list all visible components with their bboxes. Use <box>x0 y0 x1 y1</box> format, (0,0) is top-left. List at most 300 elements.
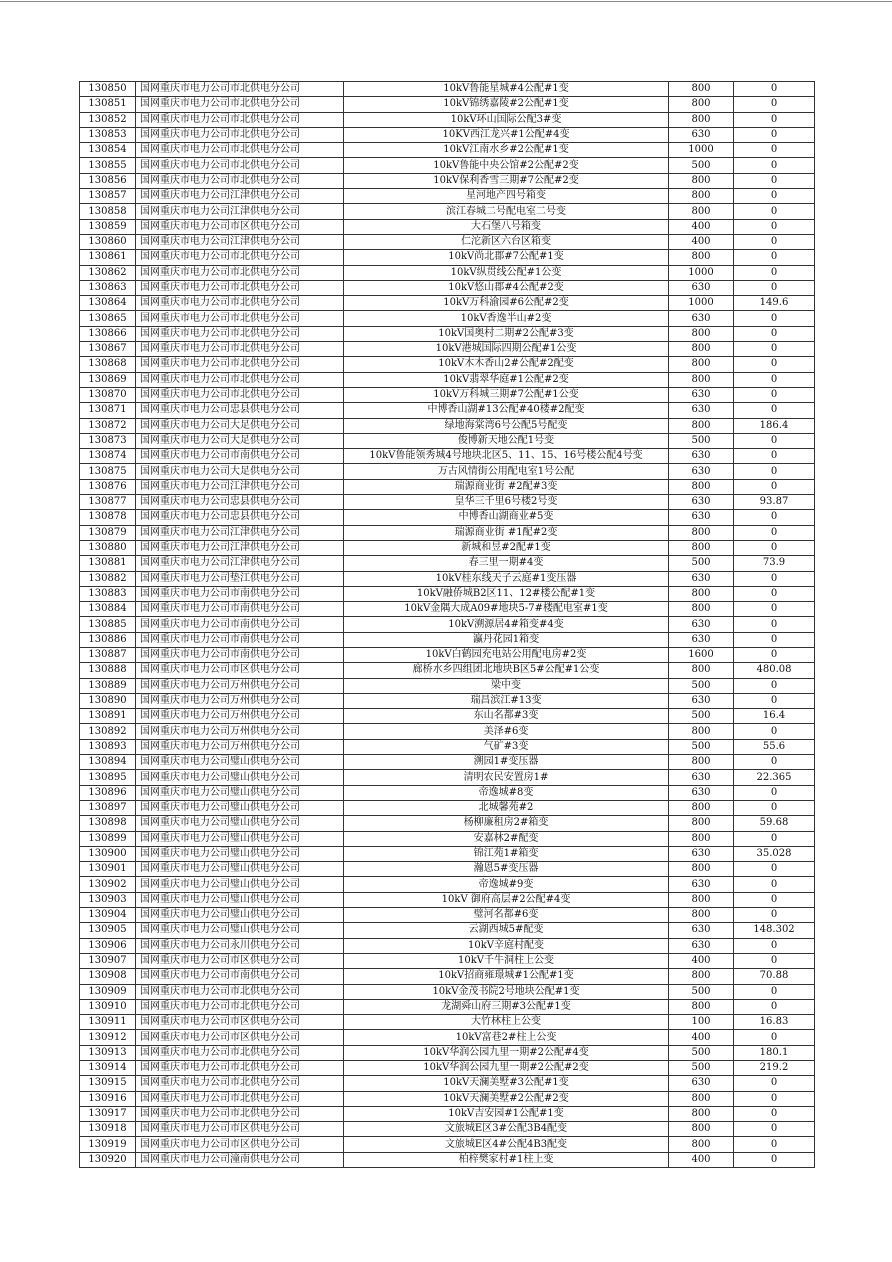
cell-station: 新城和昱#2配#1变 <box>344 540 669 555</box>
cell-station: 10kV江南水乡#2公配#1变 <box>344 143 669 158</box>
cell-id: 130900 <box>80 846 136 861</box>
cell-station: 龙湖舜山府三期#3公配#1变 <box>344 999 669 1014</box>
cell-value: 0 <box>734 862 815 877</box>
cell-station: 10kV天澜美墅#3公配#1变 <box>344 1076 669 1091</box>
cell-capacity: 1000 <box>669 265 734 280</box>
cell-capacity: 800 <box>669 892 734 907</box>
cell-capacity: 800 <box>669 525 734 540</box>
cell-capacity: 630 <box>669 449 734 464</box>
table-row <box>80 923 815 938</box>
cell-value: 0 <box>734 82 815 97</box>
table-row <box>80 1152 815 1167</box>
cell-value: 16.4 <box>734 709 815 724</box>
cell-company: 国网重庆市电力公司市区供电分公司 <box>136 953 344 968</box>
cell-capacity: 800 <box>669 250 734 265</box>
cell-id: 130911 <box>80 1015 136 1030</box>
cell-capacity: 400 <box>669 234 734 249</box>
cell-value: 0 <box>734 540 815 555</box>
cell-capacity: 630 <box>669 617 734 632</box>
cell-capacity: 630 <box>669 403 734 418</box>
cell-station: 10kV鲁能领秀城4号地块北区5、11、15、16号楼公配4号变 <box>344 449 669 464</box>
cell-station: 瑞昌滨江#13变 <box>344 693 669 708</box>
cell-capacity: 800 <box>669 1122 734 1137</box>
cell-capacity: 630 <box>669 846 734 861</box>
table-row <box>80 556 815 571</box>
cell-id: 130867 <box>80 342 136 357</box>
cell-value: 0 <box>734 204 815 219</box>
cell-capacity: 800 <box>669 831 734 846</box>
cell-id: 130855 <box>80 158 136 173</box>
cell-value: 0 <box>734 326 815 341</box>
cell-station: 10kV悠山郡#4公配#2变 <box>344 280 669 295</box>
cell-id: 130883 <box>80 586 136 601</box>
table-row <box>80 158 815 173</box>
cell-value: 0 <box>734 1030 815 1045</box>
table-row <box>80 265 815 280</box>
cell-station: 10kV万科渝园#6公配#2变 <box>344 296 669 311</box>
cell-company: 国网重庆市电力公司江津供电分公司 <box>136 204 344 219</box>
table-row <box>80 219 815 234</box>
cell-station: 璧河名都#6变 <box>344 908 669 923</box>
cell-value: 0 <box>734 1122 815 1137</box>
cell-capacity: 630 <box>669 510 734 525</box>
cell-value: 149.6 <box>734 296 815 311</box>
cell-id: 130913 <box>80 1045 136 1060</box>
cell-station: 瀚恩5#变压器 <box>344 862 669 877</box>
cell-company: 国网重庆市电力公司忠县供电分公司 <box>136 403 344 418</box>
cell-id: 130907 <box>80 953 136 968</box>
cell-id: 130876 <box>80 479 136 494</box>
cell-station: 大竹林柱上公变 <box>344 1015 669 1030</box>
cell-value: 22.365 <box>734 770 815 785</box>
page-top-rule <box>0 1 892 2</box>
cell-company: 国网重庆市电力公司市区供电分公司 <box>136 1015 344 1030</box>
transformer-table <box>79 81 815 1168</box>
cell-company: 国网重庆市电力公司万州供电分公司 <box>136 709 344 724</box>
cell-capacity: 630 <box>669 632 734 647</box>
cell-company: 国网重庆市电力公司市北供电分公司 <box>136 143 344 158</box>
cell-value: 0 <box>734 265 815 280</box>
cell-capacity: 800 <box>669 418 734 433</box>
cell-station: 10kV翡翠华庭#1公配#2变 <box>344 372 669 387</box>
table-row <box>80 969 815 984</box>
cell-station: 10kV招商雍璟城#1公配#1变 <box>344 969 669 984</box>
cell-company: 国网重庆市电力公司市北供电分公司 <box>136 372 344 387</box>
table-row <box>80 785 815 800</box>
cell-value: 0 <box>734 158 815 173</box>
cell-company: 国网重庆市电力公司璧山供电分公司 <box>136 923 344 938</box>
cell-capacity: 630 <box>669 311 734 326</box>
table-row <box>80 632 815 647</box>
cell-id: 130908 <box>80 969 136 984</box>
table-row <box>80 678 815 693</box>
cell-company: 国网重庆市电力公司万州供电分公司 <box>136 724 344 739</box>
cell-capacity: 800 <box>669 969 734 984</box>
cell-company: 国网重庆市电力公司永川供电分公司 <box>136 938 344 953</box>
cell-value: 0 <box>734 127 815 142</box>
table-row <box>80 816 815 831</box>
cell-capacity: 800 <box>669 602 734 617</box>
table-row <box>80 984 815 999</box>
cell-id: 130873 <box>80 433 136 448</box>
table-row <box>80 586 815 601</box>
table-row <box>80 449 815 464</box>
cell-value: 0 <box>734 632 815 647</box>
cell-id: 130859 <box>80 219 136 234</box>
cell-id: 130889 <box>80 678 136 693</box>
cell-id: 130920 <box>80 1152 136 1167</box>
cell-id: 130886 <box>80 632 136 647</box>
cell-company: 国网重庆市电力公司市北供电分公司 <box>136 296 344 311</box>
cell-id: 130897 <box>80 800 136 815</box>
cell-station: 10kV国奥村二期#2公配#3变 <box>344 326 669 341</box>
cell-station: 瑞源商业街 #1配#2变 <box>344 525 669 540</box>
table-row <box>80 770 815 785</box>
table-row <box>80 234 815 249</box>
cell-id: 130860 <box>80 234 136 249</box>
table-row <box>80 97 815 112</box>
cell-company: 国网重庆市电力公司市区供电分公司 <box>136 1122 344 1137</box>
table-row <box>80 1106 815 1121</box>
cell-value: 0 <box>734 785 815 800</box>
cell-value: 0 <box>734 831 815 846</box>
cell-company: 国网重庆市电力公司市南供电分公司 <box>136 632 344 647</box>
cell-station: 星河地产四号箱变 <box>344 189 669 204</box>
cell-value: 0 <box>734 342 815 357</box>
cell-company: 国网重庆市电力公司市北供电分公司 <box>136 82 344 97</box>
cell-value: 219.2 <box>734 1061 815 1076</box>
cell-id: 130850 <box>80 82 136 97</box>
cell-id: 130895 <box>80 770 136 785</box>
cell-capacity: 500 <box>669 1045 734 1060</box>
table-row <box>80 464 815 479</box>
cell-capacity: 630 <box>669 877 734 892</box>
table-row <box>80 479 815 494</box>
cell-station: 文旅城E区4#公配4B3配变 <box>344 1137 669 1152</box>
cell-value: 0 <box>734 1091 815 1106</box>
table-row <box>80 342 815 357</box>
table-row <box>80 326 815 341</box>
cell-company: 国网重庆市电力公司市北供电分公司 <box>136 280 344 295</box>
cell-value: 0 <box>734 1137 815 1152</box>
cell-station: 10kV吉安园#1公配#1变 <box>344 1106 669 1121</box>
cell-value: 0 <box>734 800 815 815</box>
table-row <box>80 892 815 907</box>
cell-value: 55.6 <box>734 739 815 754</box>
cell-id: 130865 <box>80 311 136 326</box>
cell-company: 国网重庆市电力公司江津供电分公司 <box>136 479 344 494</box>
cell-capacity: 800 <box>669 999 734 1014</box>
cell-id: 130861 <box>80 250 136 265</box>
cell-value: 0 <box>734 525 815 540</box>
cell-value: 35.028 <box>734 846 815 861</box>
cell-station: 溯园1#变压器 <box>344 755 669 770</box>
cell-station: 皇华三千里6号楼2号变 <box>344 495 669 510</box>
cell-id: 130872 <box>80 418 136 433</box>
cell-company: 国网重庆市电力公司市区供电分公司 <box>136 1137 344 1152</box>
cell-id: 130882 <box>80 571 136 586</box>
table-row <box>80 510 815 525</box>
cell-capacity: 630 <box>669 923 734 938</box>
cell-company: 国网重庆市电力公司江津供电分公司 <box>136 234 344 249</box>
table-row <box>80 280 815 295</box>
cell-capacity: 500 <box>669 678 734 693</box>
cell-company: 国网重庆市电力公司市北供电分公司 <box>136 265 344 280</box>
cell-station: 中博香山湖#13公配#40楼#2配变 <box>344 403 669 418</box>
table-row <box>80 433 815 448</box>
cell-id: 130904 <box>80 908 136 923</box>
cell-value: 0 <box>734 892 815 907</box>
cell-value: 0 <box>734 234 815 249</box>
cell-id: 130880 <box>80 540 136 555</box>
cell-company: 国网重庆市电力公司市北供电分公司 <box>136 326 344 341</box>
cell-capacity: 1000 <box>669 143 734 158</box>
cell-capacity: 630 <box>669 387 734 402</box>
cell-station: 滨江春城二号配电室二号变 <box>344 204 669 219</box>
cell-id: 130903 <box>80 892 136 907</box>
cell-id: 130915 <box>80 1076 136 1091</box>
cell-station: 廊桥水乡四组团北地块B区5#公配#1公变 <box>344 663 669 678</box>
cell-station: 梁中变 <box>344 678 669 693</box>
table-row <box>80 755 815 770</box>
cell-value: 0 <box>734 647 815 662</box>
cell-capacity: 800 <box>669 663 734 678</box>
table-row <box>80 1076 815 1091</box>
cell-id: 130887 <box>80 647 136 662</box>
table-row <box>80 724 815 739</box>
cell-id: 130852 <box>80 112 136 127</box>
cell-id: 130902 <box>80 877 136 892</box>
cell-company: 国网重庆市电力公司市南供电分公司 <box>136 617 344 632</box>
cell-capacity: 630 <box>669 464 734 479</box>
cell-company: 国网重庆市电力公司市北供电分公司 <box>136 1091 344 1106</box>
cell-id: 130875 <box>80 464 136 479</box>
cell-id: 130891 <box>80 709 136 724</box>
table-row <box>80 189 815 204</box>
cell-station: 绿地海棠湾6号公配5号配变 <box>344 418 669 433</box>
cell-company: 国网重庆市电力公司市北供电分公司 <box>136 1076 344 1091</box>
cell-value: 0 <box>734 571 815 586</box>
table-row <box>80 311 815 326</box>
cell-station: 瀛丹花园1箱变 <box>344 632 669 647</box>
cell-value: 0 <box>734 403 815 418</box>
cell-capacity: 630 <box>669 495 734 510</box>
table-row <box>80 1091 815 1106</box>
cell-value: 0 <box>734 755 815 770</box>
cell-value: 0 <box>734 311 815 326</box>
table-row <box>80 617 815 632</box>
cell-id: 130905 <box>80 923 136 938</box>
cell-capacity: 800 <box>669 586 734 601</box>
cell-id: 130881 <box>80 556 136 571</box>
cell-capacity: 400 <box>669 219 734 234</box>
cell-capacity: 500 <box>669 1061 734 1076</box>
cell-id: 130866 <box>80 326 136 341</box>
cell-capacity: 800 <box>669 800 734 815</box>
cell-id: 130851 <box>80 97 136 112</box>
cell-capacity: 800 <box>669 1091 734 1106</box>
cell-company: 国网重庆市电力公司市北供电分公司 <box>136 97 344 112</box>
cell-id: 130856 <box>80 173 136 188</box>
cell-id: 130858 <box>80 204 136 219</box>
cell-company: 国网重庆市电力公司忠县供电分公司 <box>136 510 344 525</box>
cell-id: 130918 <box>80 1122 136 1137</box>
cell-station: 东山名都#3变 <box>344 709 669 724</box>
cell-capacity: 500 <box>669 556 734 571</box>
table-row <box>80 1045 815 1060</box>
cell-value: 70.88 <box>734 969 815 984</box>
cell-capacity: 630 <box>669 1076 734 1091</box>
cell-value: 0 <box>734 999 815 1014</box>
table-row <box>80 938 815 953</box>
cell-value: 59.68 <box>734 816 815 831</box>
cell-value: 93.87 <box>734 495 815 510</box>
cell-value: 186.4 <box>734 418 815 433</box>
cell-value: 0 <box>734 586 815 601</box>
cell-station: 10kV千牛洞柱上公变 <box>344 953 669 968</box>
cell-id: 130890 <box>80 693 136 708</box>
cell-station: 10kV融侨城B2区11、12#楼公配#1变 <box>344 586 669 601</box>
cell-capacity: 630 <box>669 127 734 142</box>
table-row <box>80 173 815 188</box>
cell-capacity: 800 <box>669 189 734 204</box>
cell-capacity: 630 <box>669 693 734 708</box>
cell-station: 10kV桂东线天子云庭#1变压器 <box>344 571 669 586</box>
cell-capacity: 630 <box>669 785 734 800</box>
cell-id: 130870 <box>80 387 136 402</box>
cell-value: 0 <box>734 189 815 204</box>
table-row <box>80 82 815 97</box>
cell-id: 130871 <box>80 403 136 418</box>
cell-id: 130901 <box>80 862 136 877</box>
cell-station: 10kV辛庭村配变 <box>344 938 669 953</box>
cell-company: 国网重庆市电力公司万州供电分公司 <box>136 739 344 754</box>
cell-company: 国网重庆市电力公司垫江供电分公司 <box>136 571 344 586</box>
table-row <box>80 663 815 678</box>
table-row <box>80 1030 815 1045</box>
cell-id: 130885 <box>80 617 136 632</box>
table-row <box>80 999 815 1014</box>
cell-station: 大石堡八号箱变 <box>344 219 669 234</box>
cell-station: 10kV金茂书院2号地块公配#1变 <box>344 984 669 999</box>
cell-station: 俊博新天地公配1号变 <box>344 433 669 448</box>
cell-company: 国网重庆市电力公司万州供电分公司 <box>136 693 344 708</box>
cell-id: 130893 <box>80 739 136 754</box>
cell-capacity: 500 <box>669 158 734 173</box>
cell-id: 130869 <box>80 372 136 387</box>
cell-value: 0 <box>734 602 815 617</box>
cell-company: 国网重庆市电力公司市区供电分公司 <box>136 1030 344 1045</box>
cell-company: 国网重庆市电力公司璧山供电分公司 <box>136 800 344 815</box>
cell-station: 10kV白鹤园充电站公用配电房#2变 <box>344 647 669 662</box>
cell-capacity: 800 <box>669 1137 734 1152</box>
cell-capacity: 630 <box>669 770 734 785</box>
cell-capacity: 800 <box>669 342 734 357</box>
cell-id: 130884 <box>80 602 136 617</box>
table-row <box>80 647 815 662</box>
table-row <box>80 250 815 265</box>
cell-station: 清明农民安置房1# <box>344 770 669 785</box>
cell-station: 10kV天澜美墅#2公配#2变 <box>344 1091 669 1106</box>
cell-value: 16.83 <box>734 1015 815 1030</box>
cell-station: 10kV金隅大成A09#地块5-7#楼配电室#1变 <box>344 602 669 617</box>
table-row <box>80 296 815 311</box>
cell-company: 国网重庆市电力公司市北供电分公司 <box>136 250 344 265</box>
cell-id: 130910 <box>80 999 136 1014</box>
cell-station: 10KV西江龙兴#1公配#4变 <box>344 127 669 142</box>
cell-company: 国网重庆市电力公司市区供电分公司 <box>136 219 344 234</box>
cell-station: 10kV港城国际四期公配#1公变 <box>344 342 669 357</box>
cell-company: 国网重庆市电力公司江津供电分公司 <box>136 525 344 540</box>
table-row <box>80 831 815 846</box>
cell-station: 10kV溯源居4#箱变#4变 <box>344 617 669 632</box>
cell-value: 0 <box>734 1076 815 1091</box>
cell-value: 0 <box>734 938 815 953</box>
cell-station: 美泽#6变 <box>344 724 669 739</box>
cell-company: 国网重庆市电力公司璧山供电分公司 <box>136 831 344 846</box>
cell-value: 0 <box>734 464 815 479</box>
cell-capacity: 800 <box>669 173 734 188</box>
cell-id: 130864 <box>80 296 136 311</box>
table-row <box>80 862 815 877</box>
cell-company: 国网重庆市电力公司璧山供电分公司 <box>136 770 344 785</box>
cell-capacity: 800 <box>669 816 734 831</box>
cell-id: 130916 <box>80 1091 136 1106</box>
cell-value: 0 <box>734 112 815 127</box>
cell-value: 0 <box>734 724 815 739</box>
cell-station: 杨柳廉租房2#箱变 <box>344 816 669 831</box>
cell-capacity: 800 <box>669 540 734 555</box>
table-row <box>80 709 815 724</box>
cell-company: 国网重庆市电力公司江津供电分公司 <box>136 189 344 204</box>
cell-company: 国网重庆市电力公司市北供电分公司 <box>136 387 344 402</box>
cell-value: 0 <box>734 510 815 525</box>
cell-capacity: 800 <box>669 862 734 877</box>
cell-capacity: 100 <box>669 1015 734 1030</box>
cell-company: 国网重庆市电力公司潼南供电分公司 <box>136 1152 344 1167</box>
table-row <box>80 739 815 754</box>
cell-capacity: 630 <box>669 280 734 295</box>
cell-capacity: 1600 <box>669 647 734 662</box>
cell-value: 0 <box>734 387 815 402</box>
cell-capacity: 800 <box>669 372 734 387</box>
cell-company: 国网重庆市电力公司璧山供电分公司 <box>136 755 344 770</box>
table-row <box>80 387 815 402</box>
cell-station: 10kV万科城三期#7公配#1公变 <box>344 387 669 402</box>
cell-station: 帝逸城#9变 <box>344 877 669 892</box>
cell-company: 国网重庆市电力公司市南供电分公司 <box>136 586 344 601</box>
cell-value: 0 <box>734 250 815 265</box>
cell-value: 0 <box>734 479 815 494</box>
cell-station: 10kV 御府高层#2公配#4变 <box>344 892 669 907</box>
cell-value: 0 <box>734 693 815 708</box>
cell-capacity: 800 <box>669 357 734 372</box>
cell-id: 130912 <box>80 1030 136 1045</box>
cell-company: 国网重庆市电力公司市北供电分公司 <box>136 1045 344 1060</box>
cell-company: 国网重庆市电力公司市北供电分公司 <box>136 342 344 357</box>
cell-company: 国网重庆市电力公司市南供电分公司 <box>136 969 344 984</box>
cell-company: 国网重庆市电力公司璧山供电分公司 <box>136 862 344 877</box>
cell-station: 北城馨苑#2 <box>344 800 669 815</box>
cell-station: 10kV华润公园九里一期#2公配#2变 <box>344 1061 669 1076</box>
cell-station: 安嘉林2#配变 <box>344 831 669 846</box>
cell-company: 国网重庆市电力公司璧山供电分公司 <box>136 816 344 831</box>
cell-capacity: 800 <box>669 112 734 127</box>
table-row <box>80 571 815 586</box>
cell-station: 锦江苑1#箱变 <box>344 846 669 861</box>
cell-id: 130888 <box>80 663 136 678</box>
cell-station: 云湖西城5#配变 <box>344 923 669 938</box>
